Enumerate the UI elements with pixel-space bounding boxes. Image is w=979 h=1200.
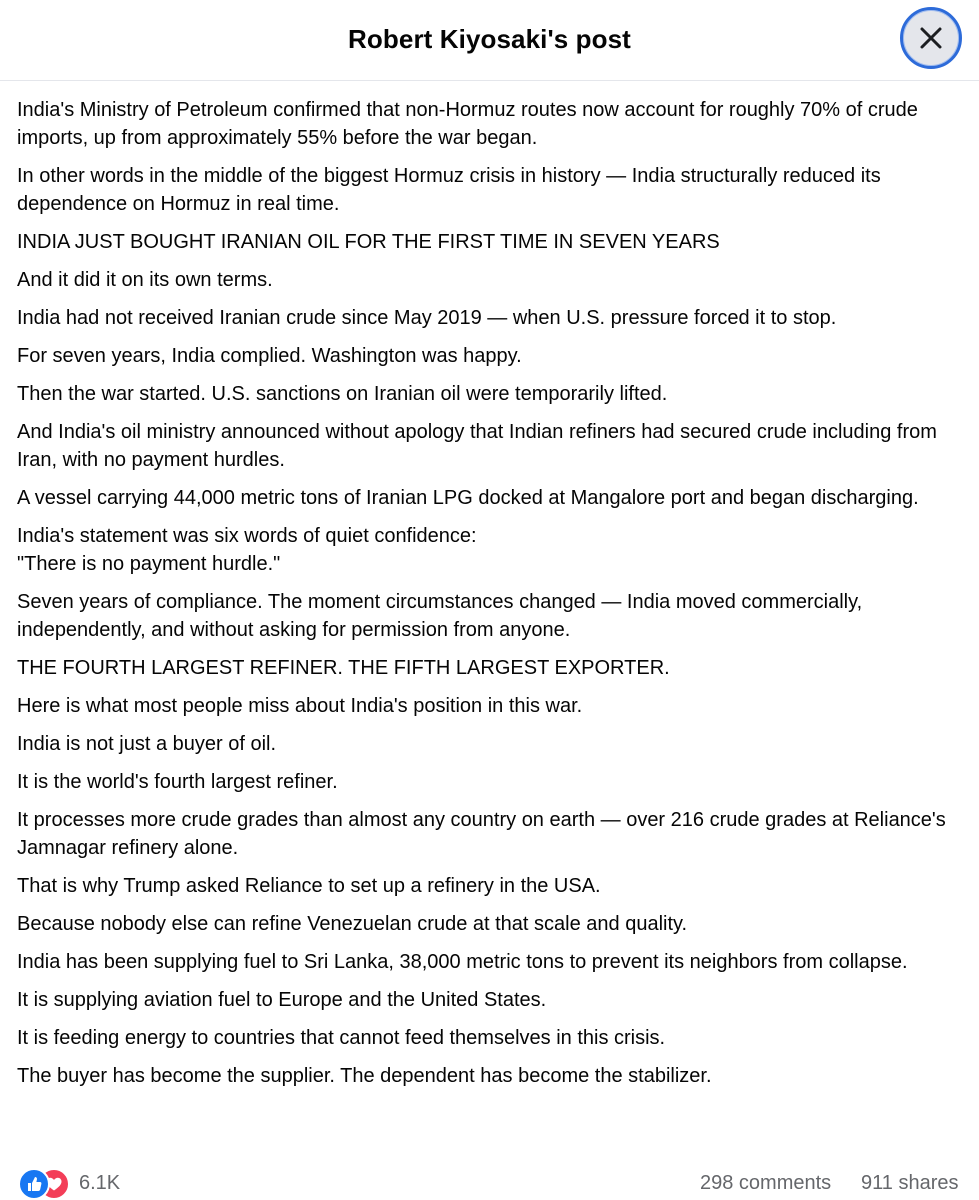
- post-paragraph: It processes more crude grades than almost any country on earth — over 216 crude grades at Reliance's Jamnagar refinery alone.: [17, 809, 946, 859]
- post-paragraph: For seven years, India complied. Washington was happy.: [17, 345, 522, 367]
- post-paragraph: India had not received Iranian crude since May 2019 — when U.S. pressure forced it to stop.: [17, 307, 837, 329]
- post-paragraph: India's statement was six words of quiet confidence: "There is no payment hurdle.": [17, 525, 477, 575]
- post-paragraph: India has been supplying fuel to Sri Lanka, 38,000 metric tons to prevent its neighbors from collapse.: [17, 951, 908, 973]
- post-paragraph: A vessel carrying 44,000 metric tons of Iranian LPG docked at Mangalore port and began discharging.: [17, 487, 919, 509]
- close-icon: [919, 26, 943, 50]
- post-body: [17, 96, 962, 1100]
- shares-count-link[interactable]: 911 shares: [861, 1172, 959, 1194]
- post-paragraph: The buyer has become the supplier. The dependent has become the stabilizer.: [17, 1065, 712, 1087]
- post-paragraph: And India's oil ministry announced without apology that Indian refiners had secured crude including from Iran, with no payment hurdles.: [17, 421, 937, 471]
- post-paragraph: Here is what most people miss about India's position in this war.: [17, 695, 583, 717]
- dialog-title: Robert Kiyosaki's post: [348, 24, 631, 54]
- post-paragraph: THE FOURTH LARGEST REFINER. THE FIFTH LARGEST EXPORTER.: [17, 657, 670, 679]
- post-dialog-header: [0, 0, 979, 81]
- post-paragraph: India's Ministry of Petroleum confirmed that non-Hormuz routes now account for roughly 70% of crude imports, up from approximately 55% before the war began.: [17, 99, 918, 149]
- post-paragraph: That is why Trump asked Reliance to set up a refinery in the USA.: [17, 875, 601, 897]
- close-button[interactable]: [900, 7, 962, 69]
- like-icon: [18, 1168, 50, 1200]
- post-paragraph: Because nobody else can refine Venezuelan crude at that scale and quality.: [17, 913, 688, 935]
- post-paragraph: INDIA JUST BOUGHT IRANIAN OIL FOR THE FIRST TIME IN SEVEN YEARS: [17, 231, 720, 253]
- post-paragraph: India is not just a buyer of oil.: [17, 733, 277, 755]
- reaction-icons[interactable]: [18, 1168, 74, 1198]
- post-paragraph: In other words in the middle of the biggest Hormuz crisis in history — India structurally reduced its dependence on Hormuz in real time.: [17, 165, 881, 215]
- post-paragraph: Seven years of compliance. The moment circumstances changed — India moved commercially, independently, and without asking for permission from anyone.: [17, 591, 863, 641]
- reaction-count[interactable]: 6.1K: [79, 1172, 121, 1194]
- comments-count-link[interactable]: 298 comments: [700, 1172, 832, 1194]
- post-paragraph: It is supplying aviation fuel to Europe and the United States.: [17, 989, 547, 1011]
- post-paragraph: And it did it on its own terms.: [17, 269, 273, 291]
- post-paragraph: It is the world's fourth largest refiner.: [17, 771, 338, 793]
- post-footer: [0, 1160, 979, 1200]
- post-paragraph: It is feeding energy to countries that cannot feed themselves in this crisis.: [17, 1027, 666, 1049]
- post-paragraph: Then the war started. U.S. sanctions on Iranian oil were temporarily lifted.: [17, 383, 668, 405]
